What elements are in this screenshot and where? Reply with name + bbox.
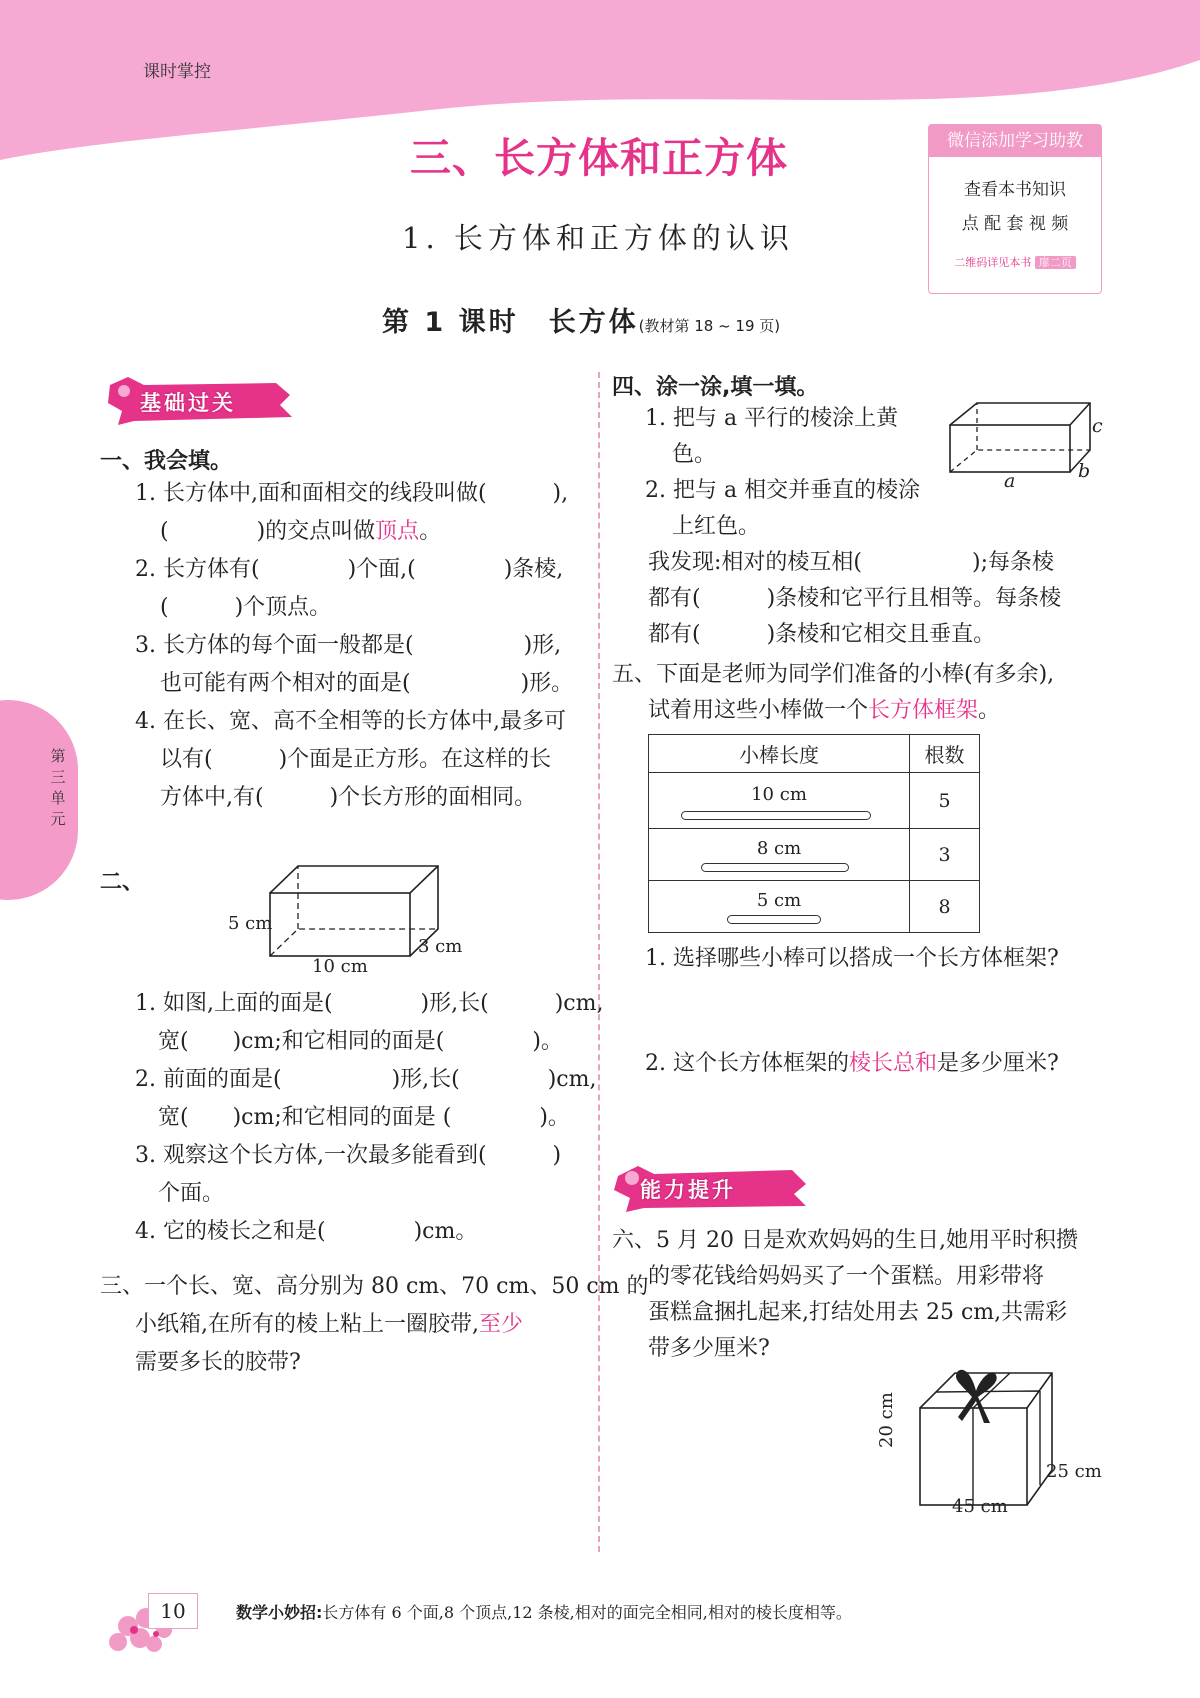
stick-row-2-count: 3 xyxy=(910,829,980,881)
q2-fig-length-label: 10 cm xyxy=(312,956,368,977)
q1-line-4: ( )个顶点。 xyxy=(160,595,332,620)
stick-row-2-length: 8 cm xyxy=(649,829,910,881)
q6-line-2: 的零花钱给妈妈买了一个蛋糕。用彩带将 xyxy=(648,1264,1045,1289)
q4-fig-label-a: a xyxy=(1004,470,1016,492)
q2-line-5: 3. 观察这个长方体,一次最多能看到( ) xyxy=(135,1143,562,1168)
q6-cake-box-figure xyxy=(900,1365,1070,1515)
header-label: 课时掌控 xyxy=(143,62,211,82)
stick-table xyxy=(648,734,980,933)
stick-row-1-length: 10 cm xyxy=(649,773,910,829)
stick-table-header-count: 根数 xyxy=(910,735,980,773)
section-title: 1. 长方体和正方体的认识 xyxy=(402,221,794,255)
stick-10cm-icon xyxy=(681,811,871,820)
q1-line-9: 方体中,有( )个长方形的面相同。 xyxy=(160,785,537,810)
q4-cuboid-figure xyxy=(940,398,1100,498)
q1-line-5: 3. 长方体的每个面一般都是( )形, xyxy=(135,633,562,658)
q1-line-7: 4. 在长、宽、高不全相等的长方体中,最多可 xyxy=(135,709,566,734)
q2-line-7: 4. 它的棱长之和是( )cm。 xyxy=(135,1219,478,1244)
lesson-title: 第 1 课时 长方体(教材第 18 ~ 19 页) xyxy=(382,307,781,338)
stick-row-3-count: 8 xyxy=(910,881,980,933)
q2-line-6: 个面。 xyxy=(158,1181,225,1206)
stick-8cm-icon xyxy=(701,863,849,872)
q4-title: 四、涂一涂,填一填。 xyxy=(612,375,819,400)
q4-line-1: 1. 把与 a 平行的棱涂上黄 xyxy=(645,406,899,431)
q4-line-3: 2. 把与 a 相交并垂直的棱涂 xyxy=(645,478,921,503)
chapter-title: 三、长方体和正方体 xyxy=(410,134,788,182)
q4-line-6: 都有( )条棱和它平行且相等。每条棱 xyxy=(648,586,1062,611)
q3-line-3: 需要多长的胶带? xyxy=(135,1350,301,1375)
q1-line-3: 2. 长方体有( )个面,( )条棱, xyxy=(135,557,564,582)
column-divider xyxy=(598,372,600,1552)
q6-fig-height-label: 20 cm xyxy=(876,1392,897,1448)
badge-basic: 基础过关 xyxy=(104,375,294,427)
q2-line-4: 宽( )cm;和它相同的面是 ( )。 xyxy=(158,1105,570,1130)
q2-fig-width-label: 3 cm xyxy=(418,936,463,957)
q4-fig-label-c: c xyxy=(1092,415,1103,437)
badge-advanced: 能力提升 xyxy=(610,1162,810,1214)
q5-sub-2: 2. 这个长方体框架的棱长总和是多少厘米? xyxy=(645,1051,1059,1076)
q6-line-1: 六、5 月 20 日是欢欢妈妈的生日,她用平时积攒 xyxy=(612,1228,1078,1253)
q6-line-4: 带多少厘米? xyxy=(648,1336,770,1361)
q6-fig-length-label: 45 cm xyxy=(952,1496,1008,1517)
q4-fig-label-b: b xyxy=(1078,460,1091,482)
q3-line-2: 小纸箱,在所有的棱上粘上一圈胶带,至少 xyxy=(135,1312,524,1337)
wechat-box-line2: 点 配 套 视 频 xyxy=(961,214,1069,234)
q5-line-1: 五、下面是老师为同学们准备的小棒(有多余), xyxy=(612,662,1055,687)
unit-side-tab-text: 第 三 单 元 xyxy=(50,747,66,828)
q4-line-2: 色。 xyxy=(672,442,717,467)
stick-5cm-icon xyxy=(727,915,821,924)
q1-line-1: 1. 长方体中,面和面相交的线段叫做( ), xyxy=(135,481,569,506)
q2-title: 二、 xyxy=(100,870,145,895)
q5-line-2: 试着用这些小棒做一个长方体框架。 xyxy=(648,698,1001,723)
q1-line-2: ( )的交点叫做顶点。 xyxy=(160,519,442,544)
wechat-box-line1: 查看本书知识 xyxy=(964,180,1066,200)
wechat-box-title: 微信添加学习助教 xyxy=(929,125,1101,157)
page-number: 10 xyxy=(160,1599,186,1623)
wechat-box-note: 二维码详见本书 扉二页 xyxy=(929,254,1101,270)
q6-line-3: 蛋糕盒捆扎起来,打结处用去 25 cm,共需彩 xyxy=(648,1300,1068,1325)
q4-line-5: 我发现:相对的棱互相( );每条棱 xyxy=(648,550,1054,575)
q2-fig-height-label: 5 cm xyxy=(228,913,273,934)
q4-line-4: 上红色。 xyxy=(672,514,761,539)
q1-title: 一、我会填。 xyxy=(100,449,233,474)
q2-line-3: 2. 前面的面是( )形,长( )cm, xyxy=(135,1067,597,1092)
q2-line-2: 宽( )cm;和它相同的面是( )。 xyxy=(158,1029,563,1054)
stick-table-header-length: 小棒长度 xyxy=(649,735,910,773)
q1-line-8: 以有( )个面是正方形。在这样的长 xyxy=(160,747,552,772)
q4-line-7: 都有( )条棱和它相交且垂直。 xyxy=(648,622,996,647)
q3-line-1: 三、一个长、宽、高分别为 80 cm、70 cm、50 cm 的 xyxy=(100,1274,649,1299)
q5-sub-1: 1. 选择哪些小棒可以搭成一个长方体框架? xyxy=(645,946,1059,971)
footer-tip: 数学小妙招:长方体有 6 个面,8 个顶点,12 条棱,相对的面完全相同,相对的棱长度相等。 xyxy=(236,1603,852,1622)
wechat-assistant-box xyxy=(928,124,1102,294)
q2-line-1: 1. 如图,上面的面是( )形,长( )cm, xyxy=(135,991,604,1016)
q6-fig-width-label: 25 cm xyxy=(1046,1461,1102,1482)
stick-row-3-length: 5 cm xyxy=(649,881,910,933)
q1-line-6: 也可能有两个相对的面是( )形。 xyxy=(160,671,574,696)
stick-row-1-count: 5 xyxy=(910,773,980,829)
page-number-box xyxy=(148,1593,198,1629)
